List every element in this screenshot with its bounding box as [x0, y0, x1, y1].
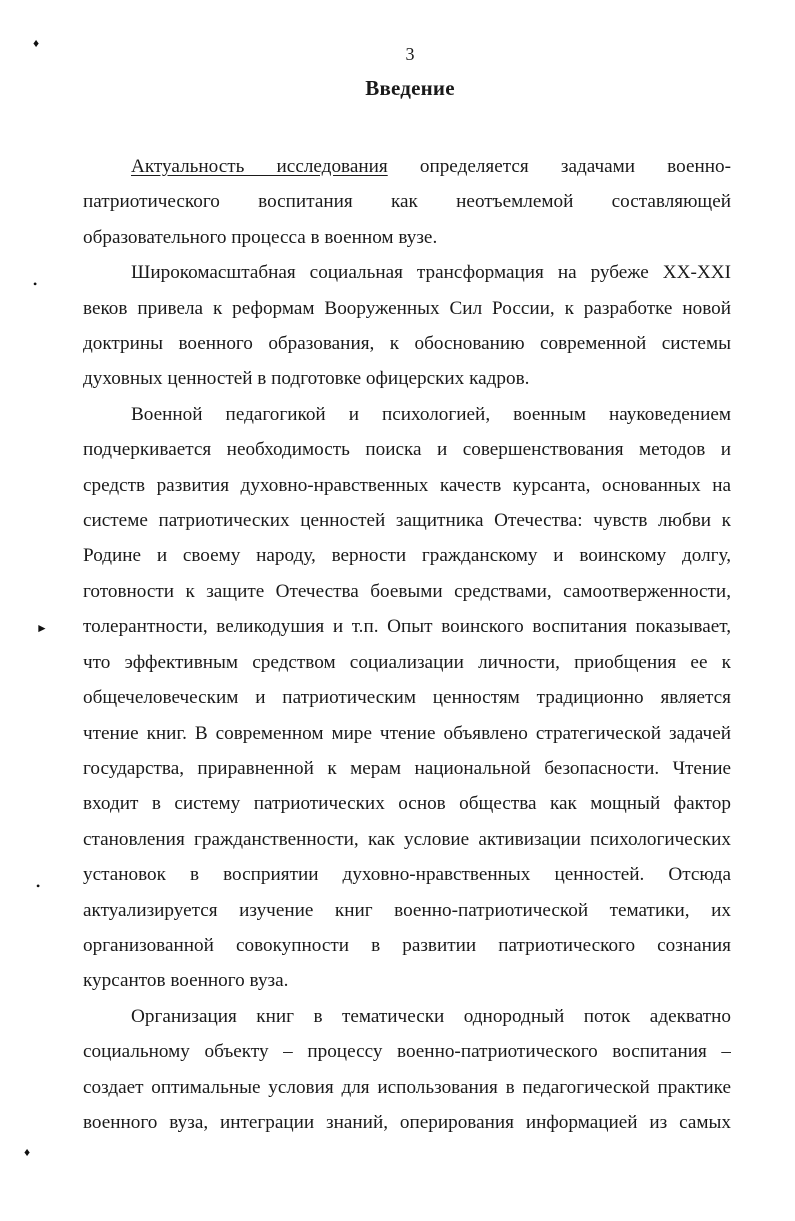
text-line: толерантности, великодушия и т.п. Опыт воинского воспитания показывает,	[83, 616, 731, 638]
paragraph-2	[83, 255, 731, 397]
page-number: 3	[405, 44, 415, 64]
text-line: патриотического воспитания как неотъемлемой составляющей	[83, 191, 731, 213]
text-line: Актуальность исследования определяется задачами военно-	[131, 156, 731, 177]
page-title: Введение	[365, 76, 455, 100]
text-line: Военной педагогикой и психологией, военным науковедением	[131, 403, 731, 425]
text-line: образовательного процесса в военном вузе.	[83, 226, 438, 248]
text-line: Широкомасштабная социальная трансформация на рубеже XX-XXI	[131, 262, 731, 284]
text-line: общечеловеческим и патриотическим ценностям традиционно является	[83, 687, 731, 709]
text-line: организованной совокупности в развитии патриотического сознания	[83, 934, 731, 956]
text-line: установок в восприятии духовно-нравственных ценностей. Отсюда	[83, 864, 731, 886]
text-line: входит в систему патриотических основ общества как мощный фактор	[83, 793, 731, 815]
text-line: системе патриотических ценностей защитника Отечества: чувств любви к	[83, 510, 731, 532]
text-line: доктрины военного образования, к обоснованию современной системы	[83, 333, 731, 355]
body-text	[83, 149, 731, 1140]
scan-mark: ♦	[24, 1145, 31, 1159]
text-line: социальному объекту – процессу военно-патриотического воспитания –	[83, 1041, 731, 1063]
paragraph-3	[83, 397, 731, 999]
paragraph-1	[83, 149, 731, 255]
scan-mark: ♦	[33, 36, 40, 50]
text-line: Организация книг в тематически однородный поток адекватно	[131, 1005, 731, 1027]
text-line: средств развития духовно-нравственных качеств курсанта, основанных на	[83, 474, 731, 496]
scan-mark: •	[36, 879, 41, 893]
text-line: готовности к защите Отечества боевыми средствами, самоотверженности,	[83, 580, 731, 602]
text-line: веков привела к реформам Вооруженных Сил России, к разработке новой	[83, 297, 731, 319]
text-line: государства, приравненной к мерам национальной безопасности. Чтение	[83, 757, 731, 779]
text-line: курсантов военного вуза.	[83, 970, 289, 992]
text-line: становления гражданственности, как условие активизации психологических	[83, 828, 731, 850]
emphasized-term: Актуальность исследования	[131, 156, 388, 177]
text-line: духовных ценностей в подготовке офицерских кадров.	[83, 368, 530, 390]
text-line: чтение книг. В современном мире чтение объявлено стратегической задачей	[83, 722, 731, 744]
paragraph-4	[83, 999, 731, 1141]
scan-mark: ►	[36, 621, 48, 635]
text-line: Родине и своему народу, верности гражданскому и воинскому долгу,	[83, 545, 731, 567]
scan-mark: •	[33, 277, 38, 291]
text-line: подчеркивается необходимость поиска и совершенствования методов и	[83, 439, 731, 461]
text-line: актуализируется изучение книг военно-патриотической тематики, их	[83, 899, 731, 921]
text-line: создает оптимальные условия для использования в педагогической практике	[83, 1076, 731, 1098]
text-line: военного вуза, интеграции знаний, оперирования информацией из самых	[83, 1111, 731, 1133]
text-line: что эффективным средством социализации личности, приобщения ее к	[83, 651, 731, 673]
